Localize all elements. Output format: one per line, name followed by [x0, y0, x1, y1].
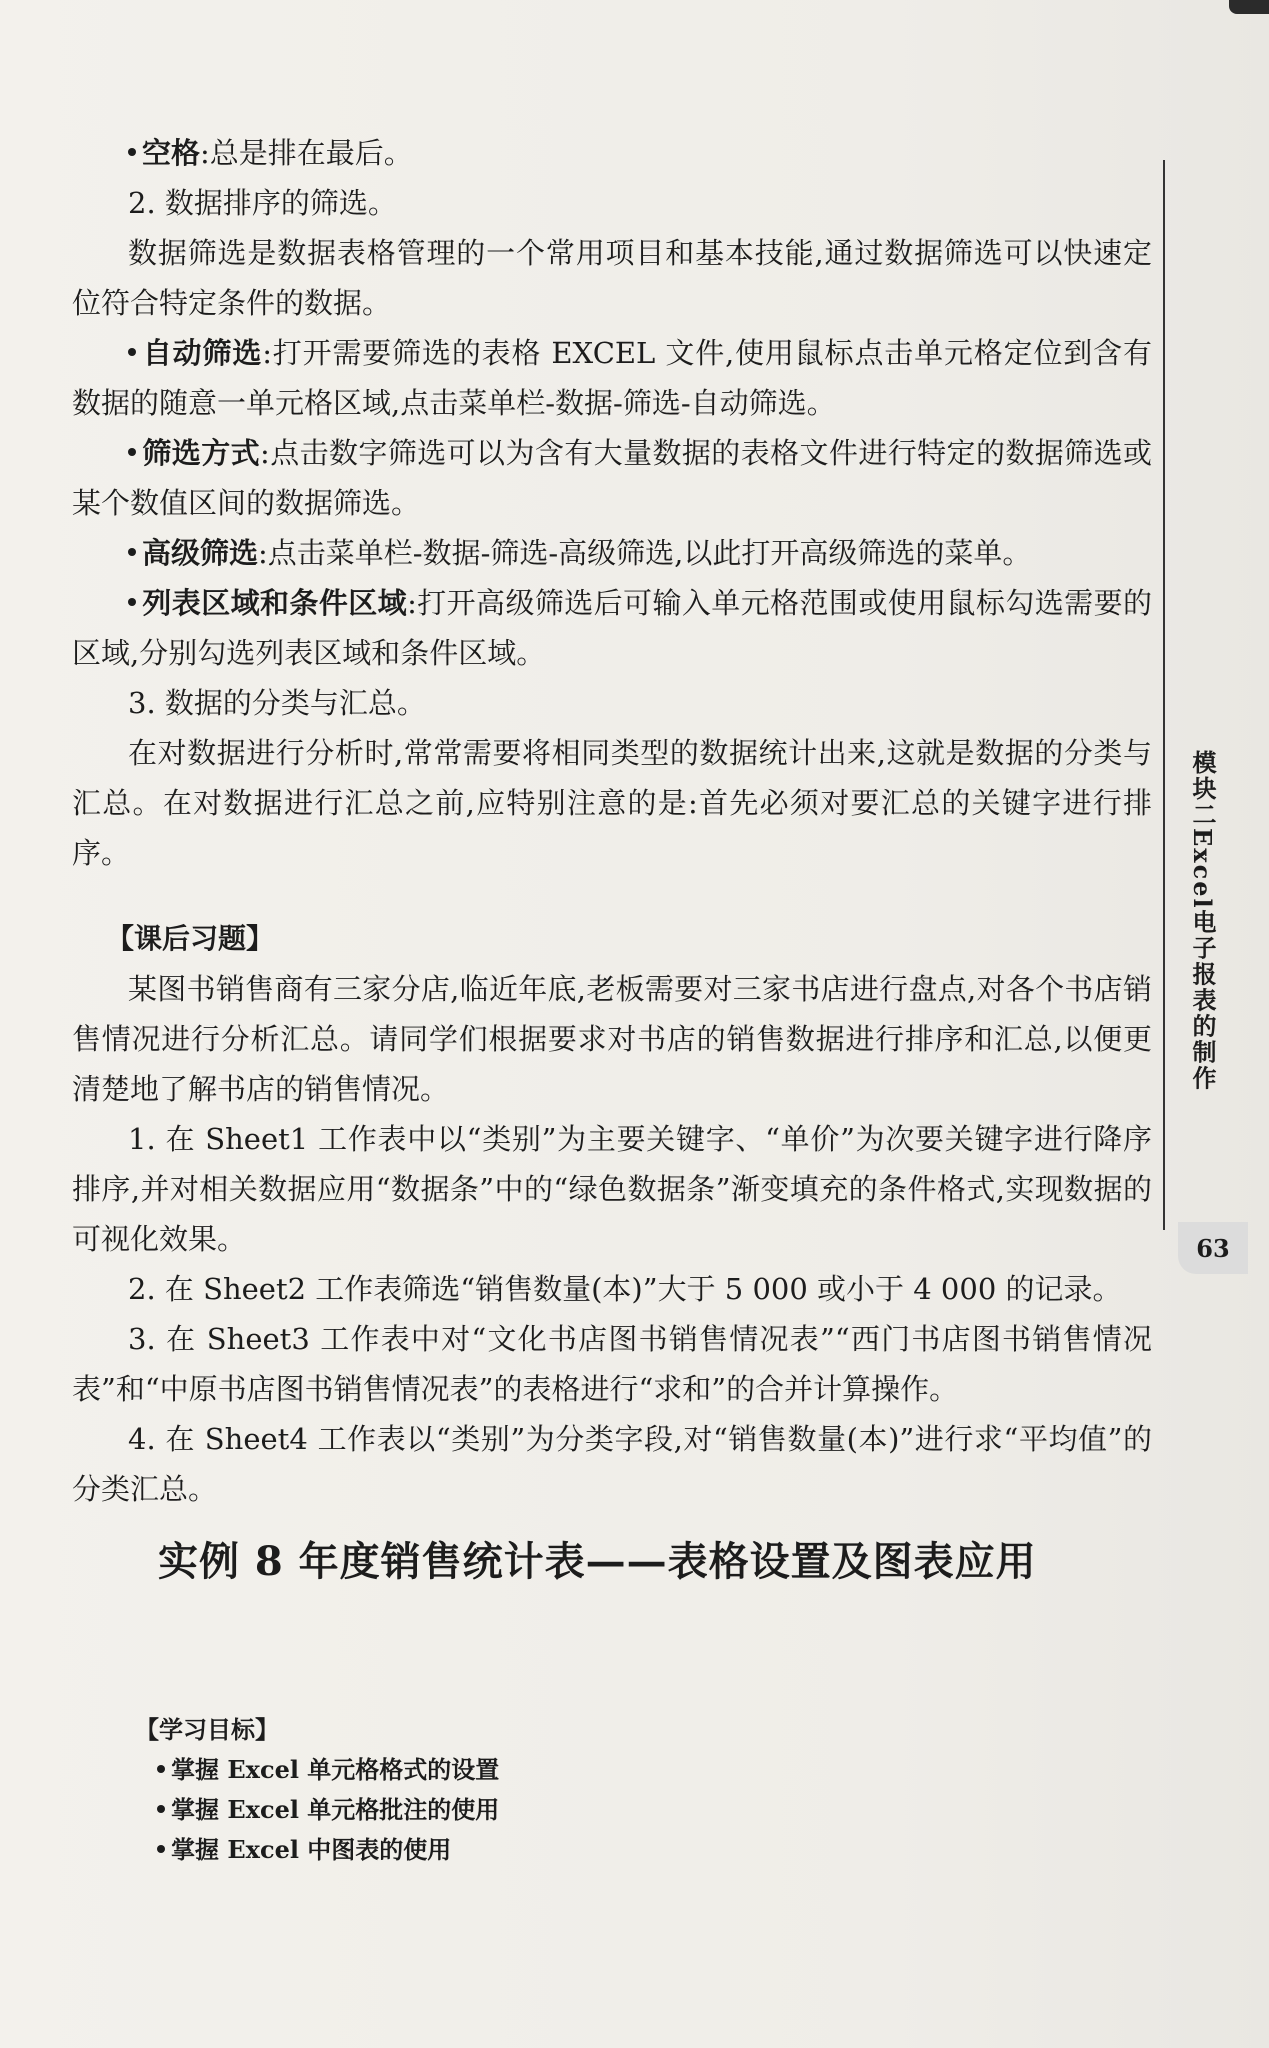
term-label: 筛选方式	[142, 436, 261, 470]
paragraph-filter-intro: 数据筛选是数据表格管理的一个常用项目和基本技能,通过数据筛选可以快速定位符合特定条件的数据。	[72, 236, 1152, 320]
bullet-icon	[128, 348, 136, 356]
corner-mark	[1229, 0, 1269, 14]
term-text: :点击菜单栏-数据-筛选-高级筛选,以此打开高级筛选的菜单。	[258, 536, 1032, 570]
bullet-filter-mode	[72, 428, 1152, 528]
exercise-question-1: 1. 在 Sheet1 工作表中以“类别”为主要关键字、“单价”为次要关键字进行降序排序,并对相关数据应用“数据条”中的“绿色数据条”渐变填充的条件格式,实现数据的可视化效果。	[72, 1122, 1152, 1256]
term-label: 高级筛选	[142, 536, 259, 570]
main-text-column	[72, 128, 1152, 1514]
term-label: 列表区域和条件区域	[142, 586, 408, 620]
bullet-icon	[157, 1845, 165, 1853]
subheading-sort-filter: 2. 数据排序的筛选。	[128, 186, 397, 220]
bullet-icon	[128, 598, 136, 606]
page-number: 63	[1178, 1222, 1248, 1274]
goals-heading: 【学习目标】	[135, 1716, 279, 1744]
exercise-question-4: 4. 在 Sheet4 工作表以“类别”为分类字段,对“销售数量(本)”进行求“平均值”的分类汇总。	[72, 1422, 1152, 1506]
term-text: :打开需要筛选的表格 EXCEL 文件,使用鼠标点击单元格定位到含有数据的随意一单元格区域,点击菜单栏-数据-筛选-自动筛选。	[72, 336, 1152, 420]
spacer	[72, 878, 1152, 914]
goal-item: 掌握 Excel 中图表的使用	[135, 1830, 835, 1870]
learning-goals	[135, 1710, 835, 1870]
bullet-auto-filter	[72, 328, 1152, 428]
bullet-icon	[128, 548, 136, 556]
subheading-classify-summary: 3. 数据的分类与汇总。	[128, 686, 426, 720]
goal-item: 掌握 Excel 单元格格式的设置	[135, 1750, 835, 1790]
section-title: 实例 8 年度销售统计表——表格设置及图表应用	[158, 1538, 1037, 1585]
bullet-space	[72, 128, 1152, 178]
paragraph-summary: 在对数据进行分析时,常常需要将相同类型的数据统计出来,这就是数据的分类与汇总。在对数据进行汇总之前,应特别注意的是:首先必须对要汇总的关键字进行排序。	[72, 736, 1152, 870]
bullet-icon	[128, 448, 136, 456]
module-side-label: 模块二Excel电子报表的制作	[1188, 750, 1217, 1092]
exercise-question-2: 2. 在 Sheet2 工作表筛选“销售数量(本)”大于 5 000 或小于 4 000 的记录。	[128, 1272, 1122, 1306]
term-label: 空格	[142, 136, 201, 170]
term-text: :点击数字筛选可以为含有大量数据的表格文件进行特定的数据筛选或某个数值区间的数据筛选。	[72, 436, 1152, 520]
margin-rule	[1163, 160, 1165, 1230]
bullet-advanced-filter	[72, 528, 1152, 578]
exercise-heading: 【课后习题】	[106, 922, 275, 955]
exercise-question-3: 3. 在 Sheet3 工作表中对“文化书店图书销售情况表”“西门书店图书销售情况表”和“中原书店图书销售情况表”的表格进行“求和”的合并计算操作。	[72, 1322, 1152, 1406]
bullet-list-criteria	[72, 578, 1152, 678]
exercise-intro: 某图书销售商有三家分店,临近年底,老板需要对三家书店进行盘点,对各个书店销售情况进行分析汇总。请同学们根据要求对书店的销售数据进行排序和汇总,以便更清楚地了解书店的销售情况。	[72, 972, 1152, 1106]
bullet-icon	[157, 1805, 165, 1813]
goal-item: 掌握 Excel 单元格批注的使用	[135, 1790, 835, 1830]
term-text: :打开高级筛选后可输入单元格范围或使用鼠标勾选需要的区域,分别勾选列表区域和条件区域。	[72, 586, 1152, 670]
bullet-icon	[128, 148, 136, 156]
bullet-icon	[157, 1765, 165, 1773]
term-label: 自动筛选	[142, 336, 263, 370]
term-text: :总是排在最后。	[200, 136, 413, 170]
